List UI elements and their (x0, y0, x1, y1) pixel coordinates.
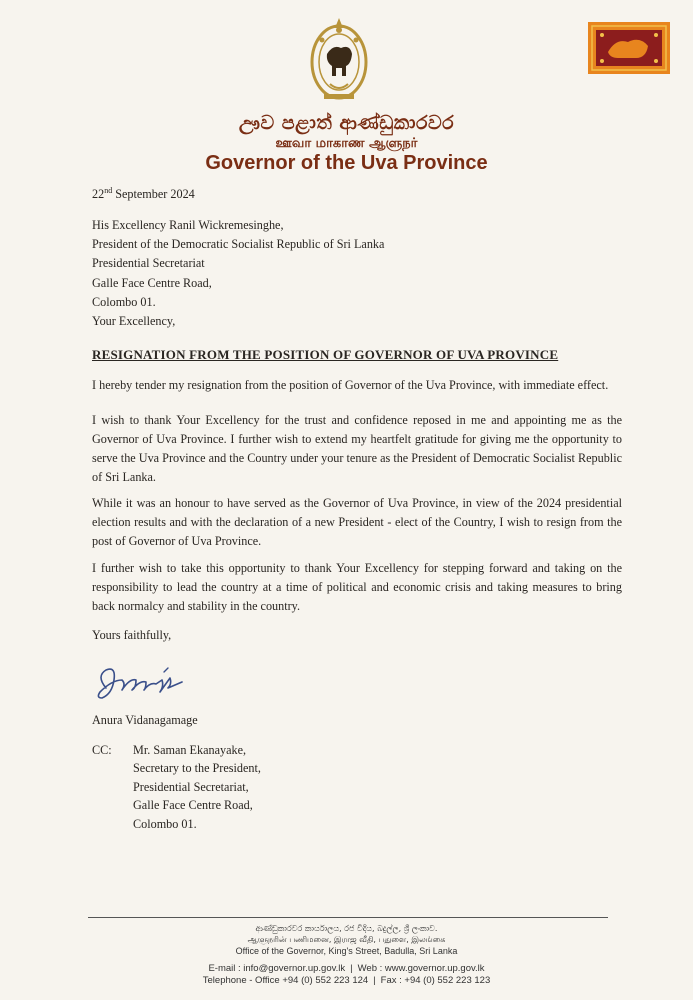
salutation: Your Excellency, (92, 314, 176, 328)
address-line: Presidential Secretariat (92, 256, 205, 271)
separator: | (350, 963, 353, 974)
date-suffix: nd (104, 186, 113, 195)
national-emblem-icon (308, 14, 370, 106)
body-paragraph: I hereby tender my resignation from the position of Governor of the Uva Province, with immediate effect. (92, 378, 609, 392)
footer-web: Web : www.governor.up.gov.lk (357, 963, 485, 974)
closing: Yours faithfully, (92, 628, 172, 642)
body-paragraph: I further wish to take this opportunity to thank Your Excellency for stepping forward and taking on the responsibility to lead the country at a time of political and economic crisis and taking measures to bring back normalcy and stability in the country. (92, 561, 622, 613)
title-tamil: ஊவா மாகாண ஆளுநர் (275, 136, 418, 151)
footer-contact-web (0, 963, 693, 974)
cc-line: Galle Face Centre Road, (133, 798, 253, 813)
provincial-flag-icon (588, 22, 670, 74)
address-line: Colombo 01. (92, 294, 156, 309)
footer-address-tamil: ஆளுநரின் பணிமனை, இராஜ வீதி, பதுளை, இலங்கை (247, 935, 446, 944)
address-line: His Excellency Ranil Wickremesinghe, (92, 218, 284, 232)
footer-telephone: Telephone - Office +94 (0) 552 223 124 (202, 975, 369, 986)
footer-address-english: Office of the Governor, King's Street, Badulla, Sri Lanka (235, 946, 458, 956)
footer-email: E-mail : info@governor.up.gov.lk (208, 963, 346, 974)
body-paragraph: While it was an honour to have served as the Governor of Uva Province, in view of the 2024 presidential election results and with the declaration of a new President - elect of the Country, I wish to resign from the post of Governor of Uva Province. (92, 496, 622, 548)
footer-divider (88, 917, 608, 918)
title-sinhala: ඌව පළාත් ආණ්ඩුකාරවර (238, 112, 455, 134)
signature-image (92, 658, 192, 706)
footer-contact-phone (0, 975, 693, 986)
letter-subject: RESIGNATION FROM THE POSITION OF GOVERNOR OF UVA PROVINCE (92, 347, 559, 362)
body-paragraph: I wish to thank Your Excellency for the trust and confidence reposed in me and appointing me as the Governor of Uva Province. I further wish to extend my heartfelt gratitude for giving me the opportunity to serve the Uva Province and the Country under your tenure as the President of Democratic Socialist Republic of Sri Lanka. (92, 413, 622, 484)
cc-line: Secretary to the President, (133, 761, 261, 776)
cc-line: Presidential Secretariat, (133, 779, 249, 794)
recipient-address (92, 218, 384, 314)
footer-fax: Fax : +94 (0) 552 223 123 (380, 975, 491, 986)
address-line: President of the Democratic Socialist Republic of Sri Lanka (92, 237, 385, 252)
address-line: Galle Face Centre Road, (92, 275, 212, 290)
title-english: Governor of the Uva Province (205, 152, 488, 174)
separator: | (373, 975, 376, 986)
cc-line: Colombo 01. (133, 816, 197, 831)
date-month-year: September 2024 (112, 187, 195, 202)
cc-line: Mr. Saman Ekanayake, (133, 743, 247, 757)
cc-recipient (133, 743, 261, 835)
letter-date (92, 183, 195, 202)
cc-label: CC: (92, 743, 112, 757)
date-day: 22 (92, 187, 105, 202)
signer-name: Anura Vidanagamage (92, 713, 198, 727)
footer-address-sinhala: ආණ්ඩුකාරවර කාර්යාලය, රජ වීදිය, බදුල්ල, ශ්‍රී ලංකාව. (255, 924, 438, 933)
